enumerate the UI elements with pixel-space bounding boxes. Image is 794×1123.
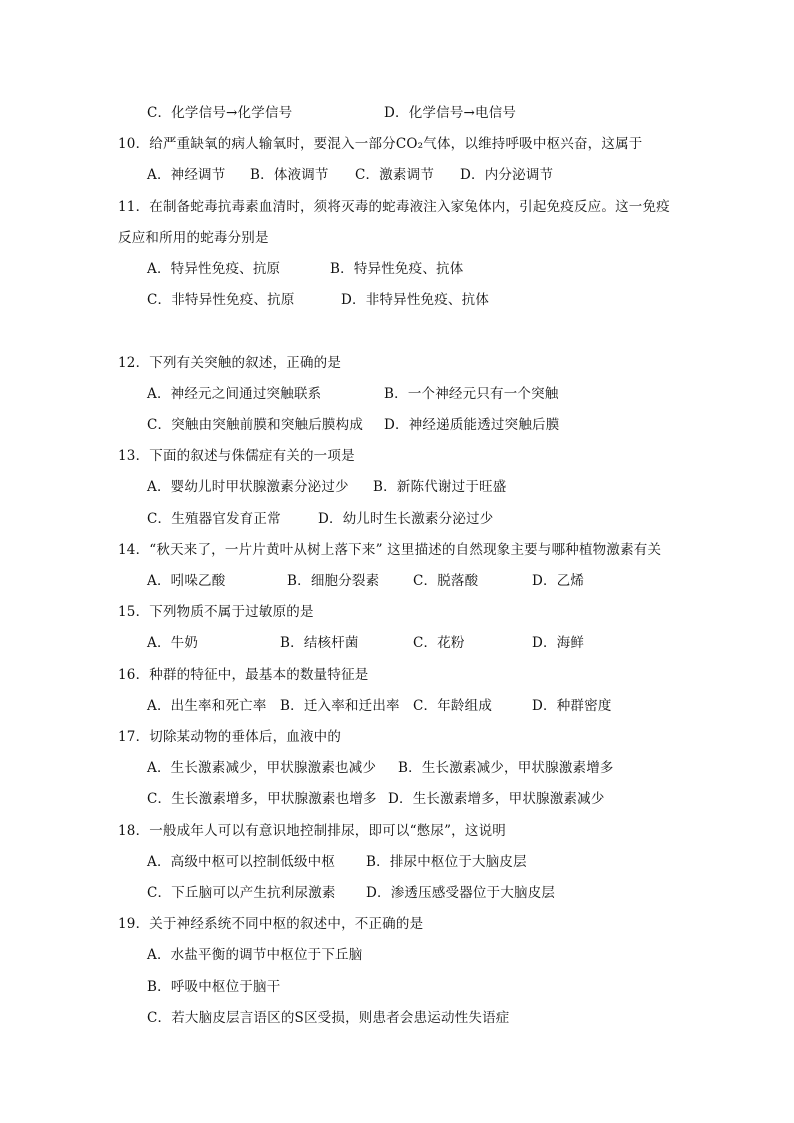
q16-option-d: D．种群密度 <box>532 698 612 714</box>
q10-option-d: D．内分泌调节 <box>460 167 554 183</box>
q15-option-d: D．海鲜 <box>532 635 585 651</box>
q15-option-b: B．结核杆菌 <box>280 635 359 651</box>
q14-option-c: C．脱落酸 <box>413 573 479 589</box>
q17-option-c: C．生长激素增多，甲状腺激素也增多 <box>147 791 377 807</box>
q12-option-a: A．神经元之间通过突触联系 <box>147 386 322 402</box>
q10-stem: 10．给严重缺氧的病人输氧时，要混入一部分CO₂气体，以维持呼吸中枢兴奋，这属于 <box>118 136 643 152</box>
q11-option-c: C．非特异性免疫、抗原 <box>147 292 295 308</box>
q11-option-a: A．特异性免疫、抗原 <box>147 261 281 277</box>
q12-option-c: C．突触由突触前膜和突触后膜构成 <box>147 417 364 433</box>
q16-stem: 16．种群的特征中，最基本的数量特征是 <box>118 667 369 683</box>
q14-option-a: A．吲哚乙酸 <box>147 573 226 589</box>
q17-option-d: D．生长激素增多，甲状腺激素减少 <box>388 791 605 807</box>
q16-option-a: A．出生率和死亡率 <box>147 698 267 714</box>
q11-option-d: D．非特异性免疫、抗体 <box>341 292 490 308</box>
q17-stem: 17．切除某动物的垂体后，血液中的 <box>118 729 342 745</box>
q9-option-c: C．化学信号→化学信号 <box>147 105 293 121</box>
q13-stem: 13．下面的叙述与侏儒症有关的一项是 <box>118 448 355 464</box>
q17-option-b: B．生长激素减少，甲状腺激素增多 <box>398 760 614 776</box>
q13-option-b: B．新陈代谢过于旺盛 <box>373 479 507 495</box>
q18-option-b: B．排尿中枢位于大脑皮层 <box>366 854 527 870</box>
q14-option-b: B．细胞分裂素 <box>287 573 380 589</box>
q14-stem: 14．“秋天来了，一片片黄叶从树上落下来” 这里描述的自然现象主要与哪种植物激素有关 <box>118 542 662 558</box>
q11-stem-line2: 反应和所用的蛇毒分别是 <box>118 230 269 246</box>
q11-option-b: B．特异性免疫、抗体 <box>330 261 464 277</box>
q15-option-a: A．牛奶 <box>147 635 199 651</box>
q19-stem: 19．关于神经系统不同中枢的叙述中，不正确的是 <box>118 916 424 932</box>
q18-option-a: A．高级中枢可以控制低级中枢 <box>147 854 336 870</box>
q13-option-c: C．生殖器官发育正常 <box>147 511 281 527</box>
q13-option-d: D．幼儿时生长激素分泌过少 <box>318 511 494 527</box>
q18-stem: 18．一般成年人可以有意识地控制排尿，即可以“憋尿”，这说明 <box>118 823 506 839</box>
q12-stem: 12．下列有关突触的叙述，正确的是 <box>118 355 342 371</box>
q11-stem-line1: 11．在制备蛇毒抗毒素血清时，须将灭毒的蛇毒液注入家兔体内，引起免疫反应。这一免疫 <box>118 199 670 215</box>
q13-option-a: A．婴幼儿时甲状腺激素分泌过少 <box>147 479 349 495</box>
q10-option-b: B．体液调节 <box>250 167 329 183</box>
q9-option-d: D．化学信号→电信号 <box>384 105 517 121</box>
q19-option-b: B．呼吸中枢位于脑干 <box>147 979 281 995</box>
q16-option-b: B．迁入率和迁出率 <box>280 698 400 714</box>
q15-option-c: C．花粉 <box>413 635 465 651</box>
q19-option-a: A．水盐平衡的调节中枢位于下丘脑 <box>147 947 363 963</box>
q14-option-d: D．乙烯 <box>532 573 585 589</box>
q10-option-a: A．神经调节 <box>147 167 226 183</box>
q15-stem: 15．下列物质不属于过敏原的是 <box>118 604 314 620</box>
q12-option-d: D．神经递质能透过突触后膜 <box>384 417 560 433</box>
q10-option-c: C．激素调节 <box>355 167 435 183</box>
q17-option-a: A．生长激素减少，甲状腺激素也减少 <box>147 760 377 776</box>
q18-option-c: C．下丘脑可以产生抗利尿激素 <box>147 885 336 901</box>
q18-option-d: D．渗透压感受器位于大脑皮层 <box>366 885 556 901</box>
q16-option-c: C．年龄组成 <box>413 698 493 714</box>
q19-option-c: C．若大脑皮层言语区的S区受损，则患者会患运动性失语症 <box>147 1010 510 1026</box>
q12-option-b: B．一个神经元只有一个突触 <box>384 386 559 402</box>
